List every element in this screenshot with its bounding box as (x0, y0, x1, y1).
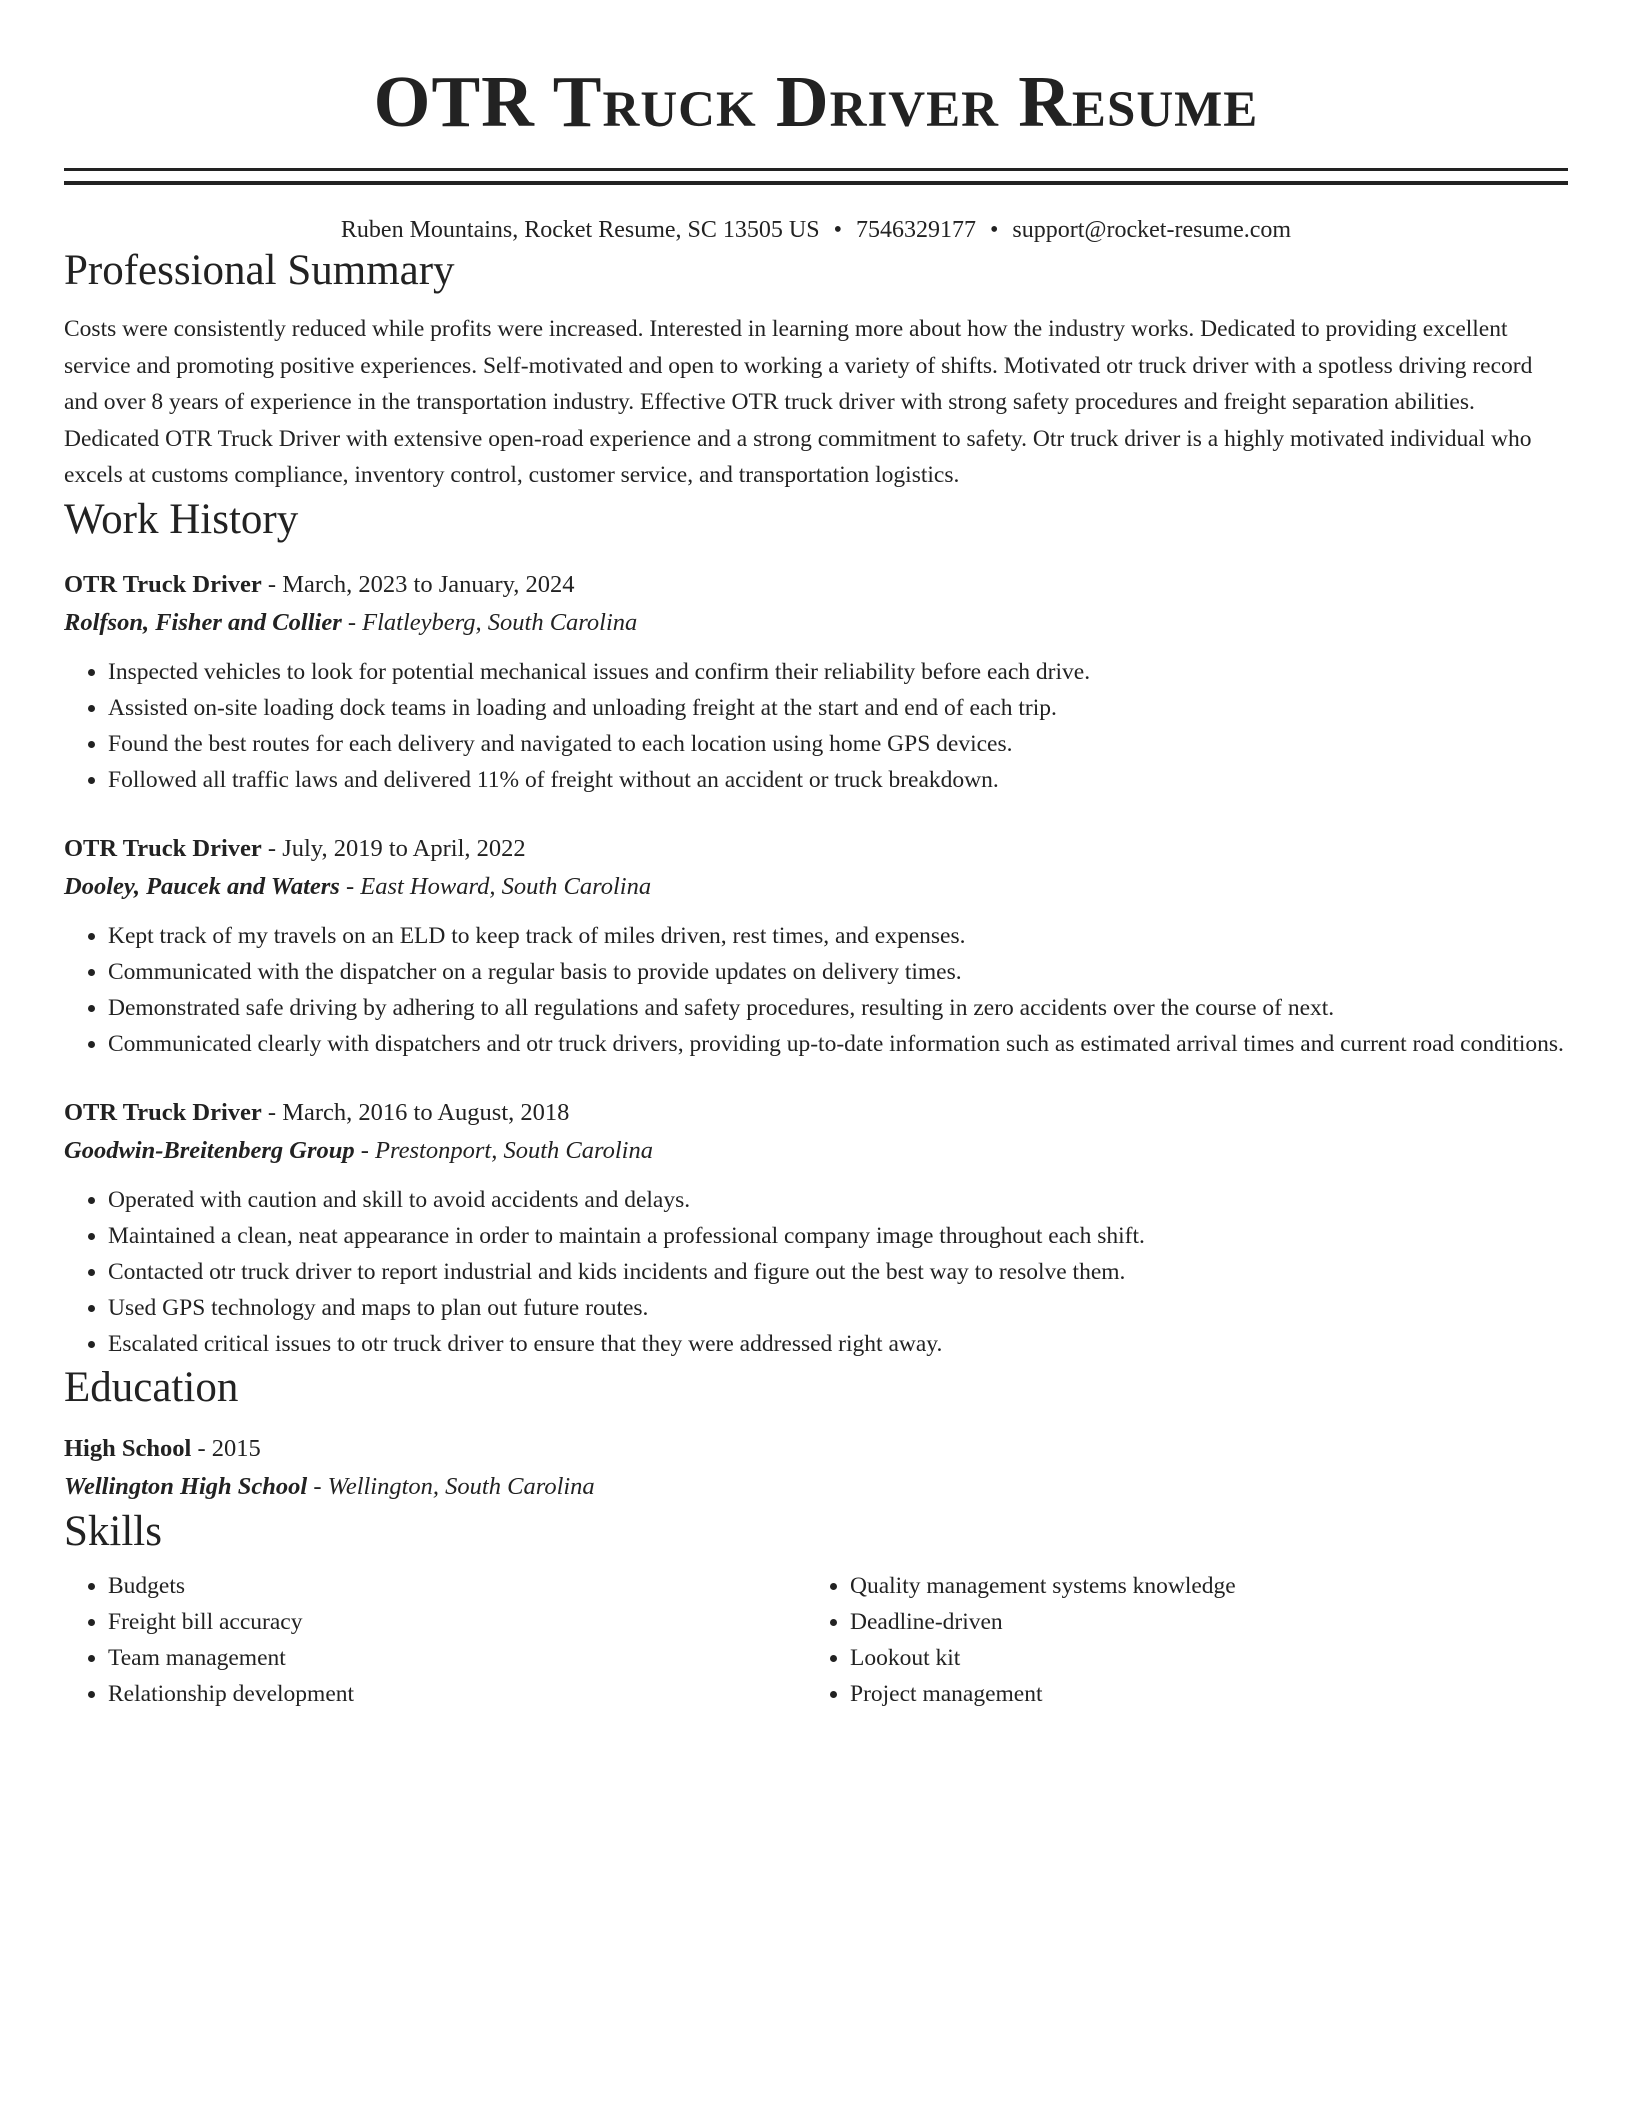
page-title: OTR Truck Driver Resume (373, 61, 1259, 142)
list-item: • Contacted otr truck driver to report industrial and kids incidents and figure out the best way to resolve them. (108, 1254, 1568, 1290)
job-company-line (64, 1132, 1568, 1170)
education-entry (64, 1430, 1568, 1506)
list-item: • Kept track of my travels on an ELD to keep track of miles driven, rest times, and expenses. (108, 918, 1568, 954)
list-item: • Communicated clearly with dispatchers and otr truck drivers, providing up-to-date information such as estimated arrival times and current road conditions. (108, 1026, 1568, 1062)
list-item: • Inspected vehicles to look for potential mechanical issues and confirm their reliability before each drive. (108, 654, 1568, 690)
skills-heading: Skills (64, 1507, 162, 1555)
education-year: - 2015 (191, 1434, 261, 1462)
skill-item: • Lookout kit (850, 1640, 1548, 1676)
job-company: Goodwin-Breitenberg Group (64, 1136, 355, 1164)
job-location: - Prestonport, South Carolina (354, 1136, 653, 1164)
job-title: OTR Truck Driver (64, 834, 262, 862)
skill-item: • Freight bill accuracy (108, 1604, 806, 1640)
job-company-line (64, 868, 1568, 906)
job-title: OTR Truck Driver (64, 570, 262, 598)
contact-address: Ruben Mountains, Rocket Resume, SC 13505 US (340, 217, 820, 243)
job-entry (64, 566, 1568, 798)
skill-item: • Budgets (108, 1568, 806, 1604)
skills-list-right (806, 1568, 1548, 1712)
job-bullets (64, 654, 1568, 798)
job-title-line (64, 1094, 1568, 1132)
skill-item: • Deadline-driven (850, 1604, 1548, 1640)
contact-separator: • (989, 217, 999, 243)
skill-item: • Quality management systems knowledge (850, 1568, 1548, 1604)
job-title-line (64, 830, 1568, 868)
skill-item: • Relationship development (108, 1676, 806, 1712)
job-location: - Flatleyberg, South Carolina (341, 608, 638, 636)
job-company: Dooley, Paucek and Waters (64, 872, 340, 900)
education-degree: High School (64, 1434, 192, 1462)
job-location: - East Howard, South Carolina (339, 872, 652, 900)
job-dates: - July, 2019 to April, 2022 (261, 834, 526, 862)
education-degree-line (64, 1430, 1568, 1468)
skills-columns (64, 1568, 1568, 1712)
education-location: - Wellington, South Carolina (307, 1472, 595, 1500)
job-title-line (64, 566, 1568, 604)
contact-email: support@rocket-resume.com (1012, 217, 1292, 243)
job-bullets (64, 918, 1568, 1062)
list-item: • Followed all traffic laws and delivered 11% of freight without an accident or truck breakdown. (108, 762, 1568, 798)
list-item: • Operated with caution and skill to avoid accidents and delays. (108, 1182, 1568, 1218)
job-title: OTR Truck Driver (64, 1098, 262, 1126)
job-company: Rolfson, Fisher and Collier (64, 608, 342, 636)
list-item: • Demonstrated safe driving by adhering to all regulations and safety procedures, resulting in zero accidents over the course of next. (108, 990, 1568, 1026)
contact-phone: 7546329177 (855, 217, 976, 243)
education-heading: Education (64, 1363, 239, 1411)
list-item: • Maintained a clean, neat appearance in order to maintain a professional company image throughout each shift. (108, 1218, 1568, 1254)
job-entry (64, 830, 1568, 1062)
list-item: • Used GPS technology and maps to plan out future routes. (108, 1290, 1568, 1326)
summary-text: Costs were consistently reduced while profits were increased. Interested in learning more about how the industry works. Dedicated to providing excellent service and promoting positive experiences. Self-motivated and open to working a variety of shifts. Motivated otr truck driver with a spotless driving record and over 8 years of experience in the transportation industry. Effective OTR truck driver with strong safety procedures and freight separation abilities. Dedicated OTR Truck Driver with extensive open-road experience and a strong commitment to safety. Otr truck driver is a highly motivated individual who excels at customs compliance, inventory control, customer service, and transportation logistics. (64, 316, 1533, 488)
job-dates: - March, 2023 to January, 2024 (261, 570, 575, 598)
list-item: • Communicated with the dispatcher on a regular basis to provide updates on delivery times. (108, 954, 1568, 990)
contact-line (64, 215, 1568, 245)
list-item: • Found the best routes for each delivery and navigated to each location using home GPS devices. (108, 726, 1568, 762)
education-school-line (64, 1468, 1568, 1506)
job-entry (64, 1094, 1568, 1362)
summary-heading: Professional Summary (64, 247, 455, 294)
job-dates: - March, 2016 to August, 2018 (261, 1098, 570, 1126)
education-school: Wellington High School (64, 1472, 308, 1500)
list-item: • Assisted on-site loading dock teams in loading and unloading freight at the start and end of each trip. (108, 690, 1568, 726)
skills-list-left (64, 1568, 806, 1712)
title-divider (64, 168, 1568, 185)
work-history-heading: Work History (64, 495, 299, 543)
skill-item: • Project management (850, 1676, 1548, 1712)
contact-separator: • (833, 217, 842, 243)
list-item: • Escalated critical issues to otr truck driver to ensure that they were addressed right away. (108, 1326, 1568, 1362)
job-bullets (64, 1182, 1568, 1362)
skill-item: • Team management (108, 1640, 806, 1676)
job-company-line (64, 604, 1568, 642)
